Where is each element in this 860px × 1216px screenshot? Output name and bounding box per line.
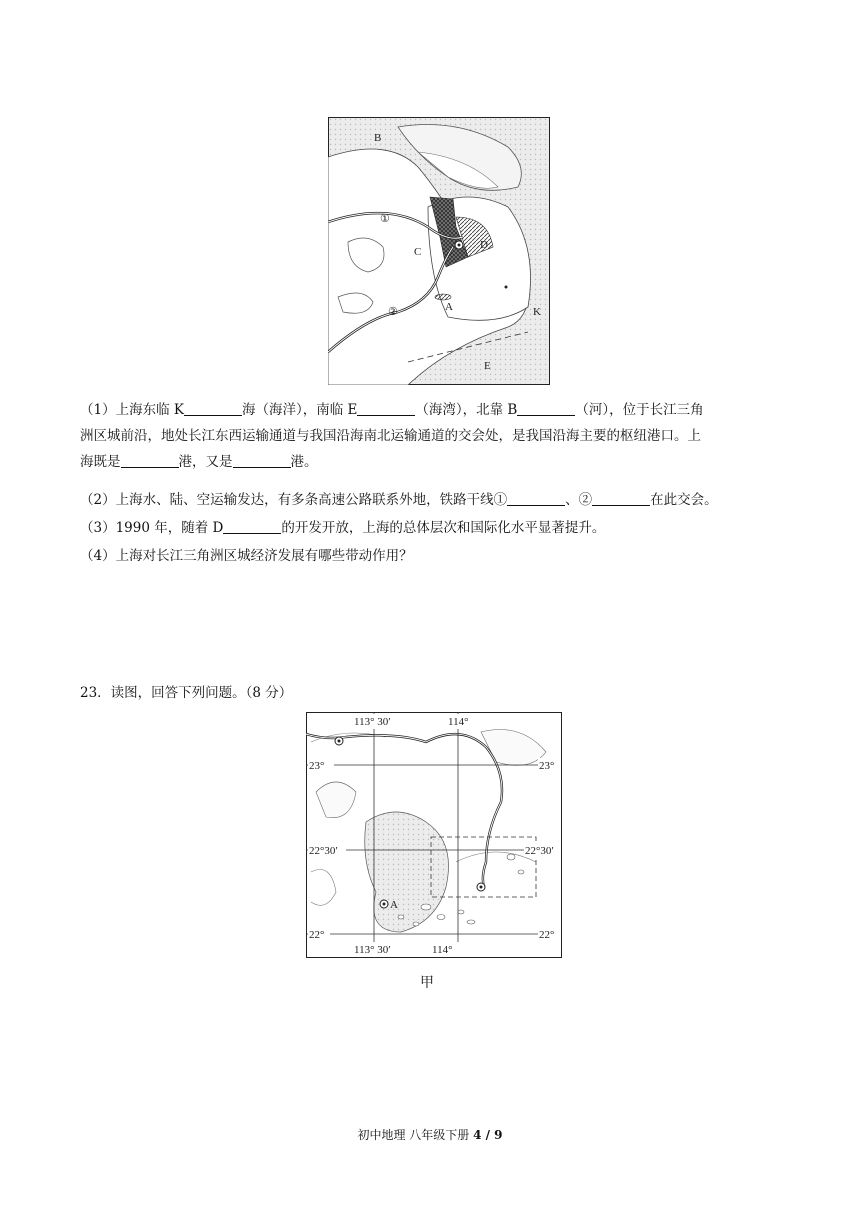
map2-lon-top-1: 113° 30′ [354,716,391,728]
q1-text-6: 海既是 [80,454,121,470]
map2-lat-23-left: 23° [309,760,325,772]
page-number: 4 / 9 [473,1128,503,1142]
q1-text-4: （河），位于长江三角 [575,402,704,418]
map1-label-railway-2: ② [388,306,398,318]
q1-text-1: （1）上海东临 K [80,402,184,418]
map1-label-railway-1: ① [380,213,390,225]
map1-label-a: A [445,301,453,313]
q1-text-7: 港，又是 [178,454,233,470]
map2-lat-23-right: 23° [539,760,555,772]
pearl-river-delta-map [306,712,562,958]
map2-lat-2230-right: 22°30′ [525,845,554,857]
q2-text-1: （2）上海水、陆、空运输发达，有多条高速公路联系外地，铁路干线① [80,492,508,508]
q3-text-2: 的开发开放，上海的总体层次和国际化水平显著提升。 [281,520,606,536]
question-1 [80,397,785,475]
map2-lat-22-right: 22° [539,929,555,941]
map1-label-d: D [480,239,488,251]
q3-text-1: （3）1990 年，随着 D [80,520,224,536]
map2-lon-top-2: 114° [448,716,469,728]
q1-text-5: 洲区城前沿，地处长江东西运输通道与我国沿海南北运输通道的交会处，是我国沿海主要的枢纽港口。上 [80,428,701,444]
map1-label-c: C [414,246,422,258]
q3-blank-d[interactable] [223,518,281,534]
page-footer [0,1126,860,1143]
q1-blank-b[interactable] [517,400,575,416]
map1-label-k: K [533,306,541,318]
map1-label-e: E [484,360,491,372]
q2-text-2: 、② [565,492,593,508]
footer-text: 初中地理 八年级下册 [357,1128,474,1142]
q2-blank-2[interactable] [592,490,650,506]
question-3 [80,515,785,541]
q1-text-3: （海湾），北靠 B [415,402,518,418]
map2-lat-2230-left: 22°30′ [309,845,338,857]
question-23-title: 23．读图，回答下列问题。（8 分） [80,685,293,701]
shanghai-map [328,117,550,385]
q2-text-3: 在此交会。 [650,492,718,508]
q1-text-8: 港。 [290,454,318,470]
map2-lat-22-left: 22° [309,929,325,941]
q1-blank-port-1[interactable] [121,452,179,468]
map2-lon-bottom-2: 114° [432,944,453,956]
map2-label-a: A [390,899,398,911]
q2-blank-1[interactable] [507,490,565,506]
q1-text-2: 海（海洋），南临 E [241,402,358,418]
question-4: （4）上海对长江三角洲区城经济发展有哪些带动作用？ [80,548,413,564]
question-2 [80,487,785,513]
q1-blank-port-2[interactable] [233,452,291,468]
map2-caption: 甲 [420,975,434,991]
q1-blank-k[interactable] [184,400,242,416]
map1-label-b: B [374,132,382,144]
q1-blank-e[interactable] [357,400,415,416]
map2-lon-bottom-1: 113° 30′ [354,944,391,956]
